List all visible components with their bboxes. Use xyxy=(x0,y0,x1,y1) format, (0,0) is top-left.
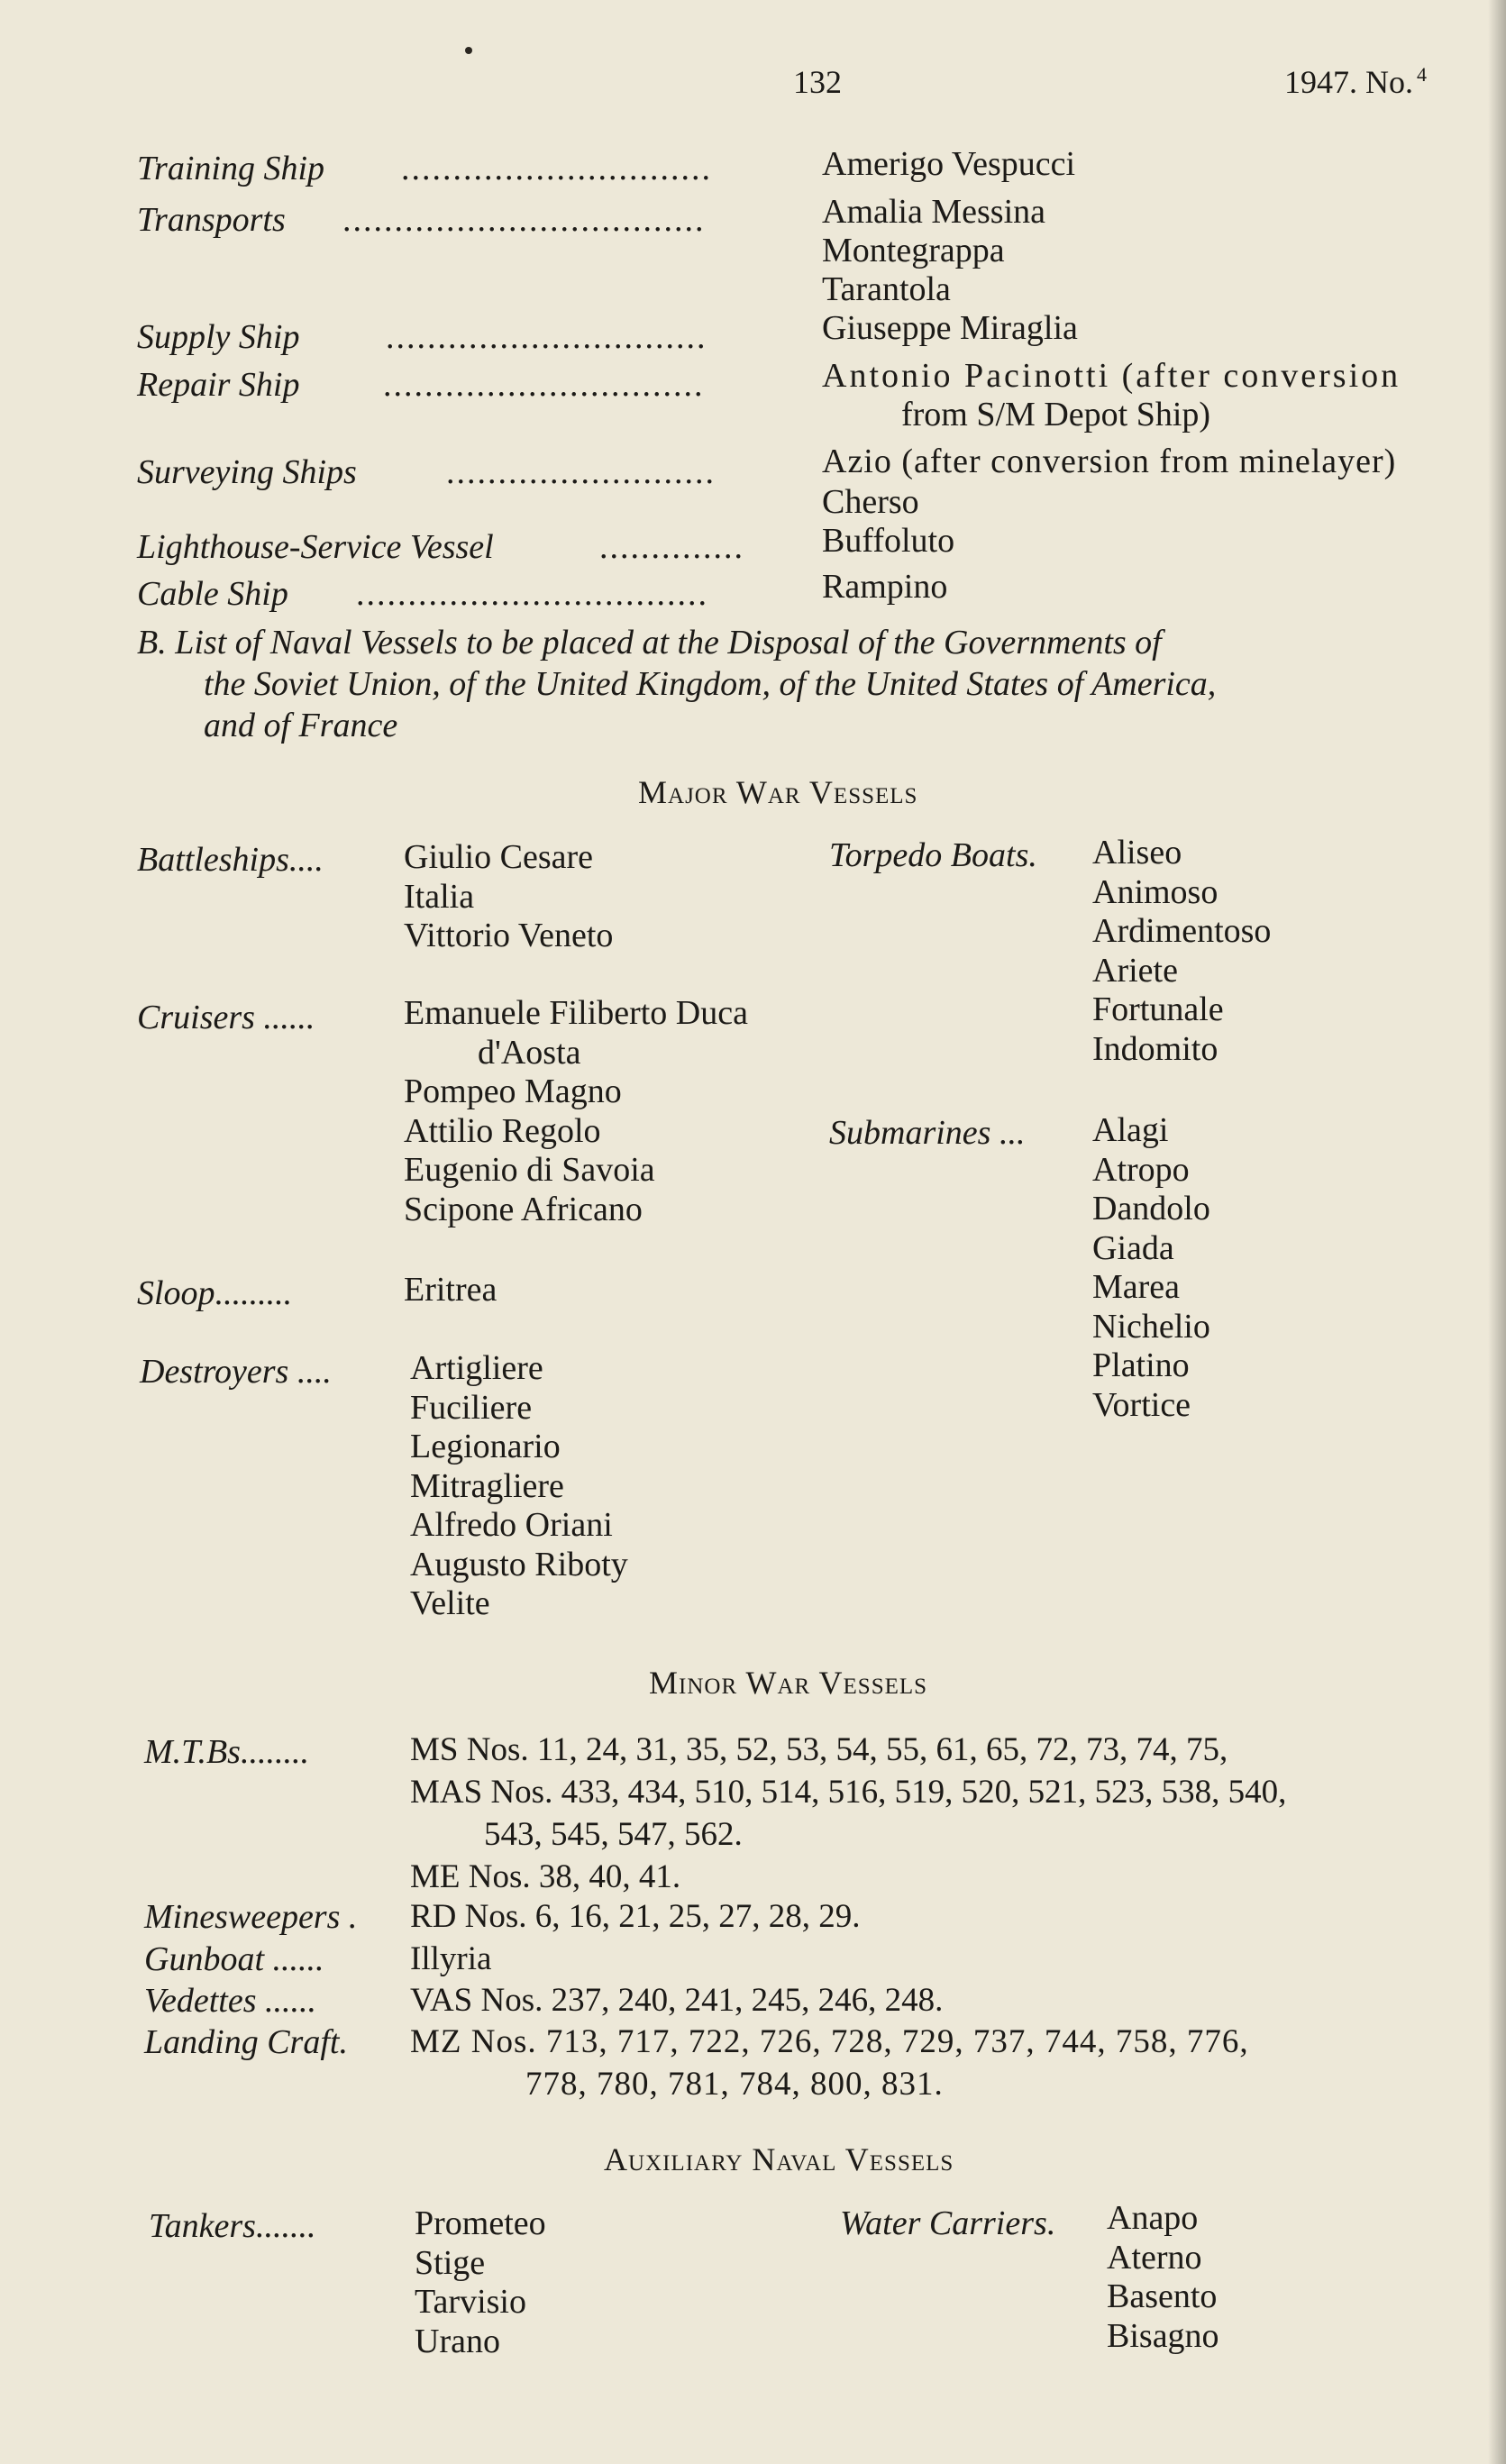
list-item: Ariete xyxy=(1092,951,1178,990)
label-minesweepers: Minesweepers . xyxy=(144,1898,358,1936)
fleet-value-repair-2: from S/M Depot Ship) xyxy=(901,396,1211,433)
label-torpedo-boats: Torpedo Boats. xyxy=(829,836,1037,874)
leader-dots: .............. xyxy=(599,528,744,566)
fleet-value-surveying-2: Cherso xyxy=(822,483,919,521)
list-item: Animoso xyxy=(1092,872,1218,911)
fleet-label-repair: Repair Ship xyxy=(137,366,300,404)
fleet-label-cable: Cable Ship xyxy=(137,575,288,613)
label-water-carriers-text: Water Carriers xyxy=(840,2204,1047,2242)
list-torpedo-boats xyxy=(1092,834,1271,1069)
label-destroyers: Destroyers .... xyxy=(140,1353,332,1391)
list-gunboat xyxy=(410,1938,491,1980)
list-item: Giada xyxy=(1092,1228,1174,1267)
list-item: Artigliere xyxy=(410,1349,543,1387)
list-battleships xyxy=(404,838,613,956)
list-item: Aliseo xyxy=(1092,834,1182,872)
list-item: Anapo xyxy=(1107,2199,1199,2237)
list-item: Velite xyxy=(410,1584,490,1622)
list-item: Platino xyxy=(1092,1346,1190,1384)
list-mtbs xyxy=(410,1729,1286,1898)
document-reference-text: 1947. No. xyxy=(1284,64,1413,100)
section-b-title xyxy=(137,622,1489,746)
label-tankers: Tankers....... xyxy=(149,2207,316,2245)
fleet-value-training: Amerigo Vespucci xyxy=(822,145,1076,183)
heading-auxiliary-naval-vessels: Auxiliary Naval Vessels xyxy=(604,2141,954,2177)
list-item: ME Nos. 38, 40, 41. xyxy=(410,1858,681,1895)
fleet-value-repair-1: Antonio Pacinotti (after conversion xyxy=(822,357,1401,395)
list-item: Legionario xyxy=(410,1428,561,1465)
list-item: Scipone Africano xyxy=(404,1190,643,1228)
list-item: MS Nos. 11, 24, 31, 35, 52, 53, 54, 55, 61, 65, 72, 73, 74, 75, xyxy=(410,1731,1228,1768)
list-item: RD Nos. 6, 16, 21, 25, 27, 28, 29. xyxy=(410,1898,861,1935)
label-minesweepers-text: Minesweepers xyxy=(144,1898,341,1936)
fleet-value-supply: Giuseppe Miraglia xyxy=(822,309,1078,347)
leader-dots: .......................... xyxy=(446,453,716,491)
fleet-label-transports: Transports xyxy=(137,201,286,239)
ink-dot xyxy=(465,47,472,54)
fleet-value-transports-2: Montegrappa xyxy=(822,232,1005,269)
list-minesweepers xyxy=(410,1895,861,1938)
list-item: Vortice xyxy=(1092,1385,1191,1424)
section-b-line-3: and of France xyxy=(204,707,398,744)
leader-dots: ................................... xyxy=(342,201,706,239)
label-mtbs-text: M.T.Bs xyxy=(144,1733,241,1771)
fleet-value-transports-1: Amalia Messina xyxy=(822,193,1046,231)
list-sloop xyxy=(404,1271,497,1310)
list-item: Emanuele Filiberto Duca xyxy=(404,994,748,1032)
label-submarines-text: Submarines xyxy=(829,1114,991,1152)
label-battleships: Battleships.... xyxy=(137,841,324,879)
list-item: Urano xyxy=(415,2322,500,2360)
leader-dots: .............................. xyxy=(401,150,712,187)
list-item: Bisagno xyxy=(1107,2316,1219,2355)
list-item: Marea xyxy=(1092,1268,1181,1306)
list-item: Italia xyxy=(404,877,475,916)
list-item: Tarvisio xyxy=(415,2283,526,2321)
list-item: Prometeo xyxy=(415,2204,546,2242)
label-submarines: Submarines ... xyxy=(829,1114,1026,1152)
list-item: Ardimentoso xyxy=(1092,912,1272,950)
list-item: Giulio Cesare xyxy=(404,838,594,876)
label-cruisers-text: Cruisers xyxy=(137,999,255,1036)
list-item: Augusto Riboty xyxy=(410,1545,628,1583)
list-item: Stige xyxy=(415,2243,486,2282)
heading-major-war-vessels: Major War Vessels xyxy=(638,774,918,810)
leader-dots: .................................. xyxy=(356,575,708,613)
list-vedettes xyxy=(410,1979,943,2021)
label-water-carriers: Water Carriers. xyxy=(840,2204,1056,2242)
label-torpedo-boats-text: Torpedo Boats xyxy=(829,836,1029,874)
label-gunboat-text: Gunboat xyxy=(144,1940,264,1978)
list-item: Alfredo Oriani xyxy=(410,1506,613,1544)
document-reference xyxy=(1284,63,1427,101)
label-vedettes: Vedettes ...... xyxy=(144,1982,317,2020)
section-b-line-2: the Soviet Union, of the United Kingdom, of the United States of America, xyxy=(204,665,1217,703)
list-item: Fuciliere xyxy=(410,1388,533,1427)
list-cruisers xyxy=(404,994,748,1229)
fleet-label-lighthouse: Lighthouse-Service Vessel xyxy=(137,528,494,566)
document-reference-sup: 4 xyxy=(1417,63,1427,86)
list-item: 778, 780, 781, 784, 800, 831. xyxy=(525,2066,944,2103)
label-battleships-text: Battleships xyxy=(137,841,289,879)
list-item: Eugenio di Savoia xyxy=(404,1151,655,1189)
list-submarines xyxy=(1092,1111,1210,1425)
list-tankers xyxy=(415,2204,546,2361)
list-item: Alagi xyxy=(1092,1111,1169,1149)
label-vedettes-text: Vedettes xyxy=(144,1982,257,2020)
label-landing-craft: Landing Craft. xyxy=(144,2023,348,2061)
fleet-label-surveying: Surveying Ships xyxy=(137,453,357,491)
list-item: 543, 545, 547, 562. xyxy=(484,1816,743,1853)
list-item: Fortunale xyxy=(1092,990,1224,1028)
list-item: Indomito xyxy=(1092,1029,1218,1068)
list-landing-craft xyxy=(410,2021,1249,2105)
label-destroyers-text: Destroyers xyxy=(140,1353,289,1391)
list-item: Atropo xyxy=(1092,1150,1190,1189)
label-sloop: Sloop......... xyxy=(137,1274,293,1312)
fleet-label-supply: Supply Ship xyxy=(137,318,300,356)
list-item: Attilio Regolo xyxy=(404,1111,601,1150)
list-item: Mitragliere xyxy=(410,1466,564,1505)
fleet-value-lighthouse: Buffoluto xyxy=(822,522,955,560)
list-item: d'Aosta xyxy=(478,1033,581,1072)
list-item: MZ Nos. 713, 717, 722, 726, 728, 729, 737, 744, 758, 776, xyxy=(410,2023,1249,2060)
label-mtbs: M.T.Bs........ xyxy=(144,1733,309,1771)
section-b-line-1: B. List of Naval Vessels to be placed at the Disposal of the Governments of xyxy=(137,624,1162,662)
list-item: Illyria xyxy=(410,1940,492,1977)
list-item: Nichelio xyxy=(1092,1307,1210,1346)
leader-dots: ............................... xyxy=(383,366,705,404)
page-number: 132 xyxy=(793,64,842,100)
fleet-value-cable: Rampino xyxy=(822,568,948,606)
list-item: Aterno xyxy=(1107,2238,1202,2277)
fleet-label-training: Training Ship xyxy=(137,150,324,187)
page-binding-shadow xyxy=(1488,0,1506,2464)
list-destroyers xyxy=(410,1349,628,1624)
label-tankers-text: Tankers xyxy=(149,2207,256,2245)
fleet-value-transports-3: Tarantola xyxy=(822,270,951,308)
list-item: Dandolo xyxy=(1092,1190,1210,1227)
list-item: Basento xyxy=(1107,2277,1218,2315)
list-item: MAS Nos. 433, 434, 510, 514, 516, 519, 520, 521, 523, 538, 540, xyxy=(410,1774,1287,1811)
leader-dots: ............................... xyxy=(386,318,707,356)
heading-minor-war-vessels: Minor War Vessels xyxy=(649,1665,928,1701)
list-water-carriers xyxy=(1107,2199,1219,2356)
label-cruisers: Cruisers ...... xyxy=(137,999,315,1036)
label-gunboat: Gunboat ...... xyxy=(144,1940,324,1978)
fleet-value-surveying-1: Azio (after conversion from minelayer) xyxy=(822,443,1397,480)
list-item: Vittorio Veneto xyxy=(404,917,614,954)
label-landing-craft-text: Landing Craft xyxy=(144,2023,340,2061)
list-item: VAS Nos. 237, 240, 241, 245, 246, 248. xyxy=(410,1982,944,2019)
list-item: Eritrea xyxy=(404,1271,497,1309)
label-sloop-text: Sloop xyxy=(137,1274,215,1312)
list-item: Pompeo Magno xyxy=(404,1072,622,1110)
